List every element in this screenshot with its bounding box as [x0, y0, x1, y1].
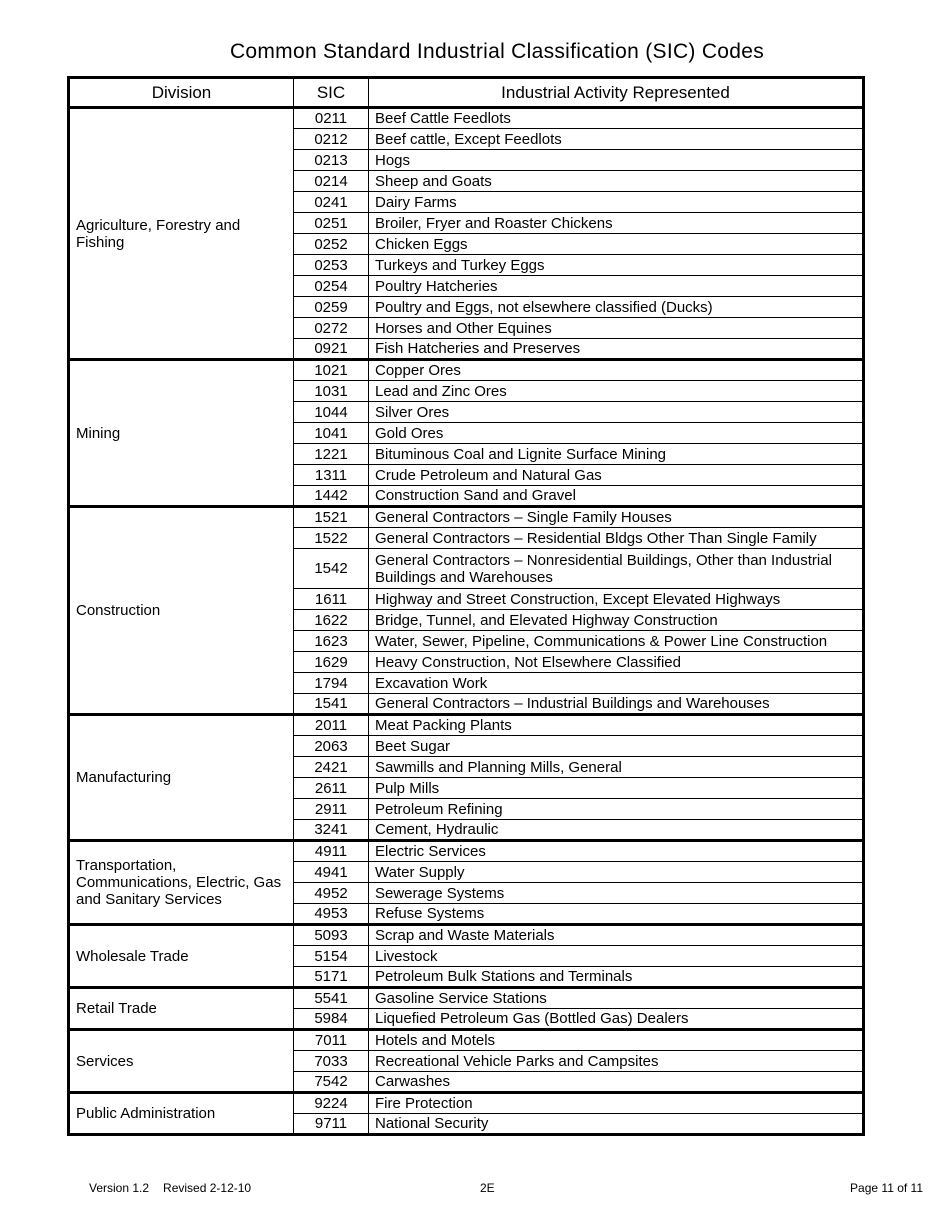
- activity-cell: Livestock: [369, 946, 864, 967]
- activity-cell: Beef Cattle Feedlots: [369, 108, 864, 129]
- table-row: [69, 988, 864, 1009]
- sic-code-cell: 0251: [294, 213, 369, 234]
- activity-cell: Broiler, Fryer and Roaster Chickens: [369, 213, 864, 234]
- activity-cell: Gasoline Service Stations: [369, 988, 864, 1009]
- sic-code-cell: 2611: [294, 778, 369, 799]
- sic-code-cell: 0214: [294, 171, 369, 192]
- activity-cell: Electric Services: [369, 841, 864, 862]
- activity-cell: Pulp Mills: [369, 778, 864, 799]
- division-header: Division: [69, 78, 294, 108]
- sic-code-cell: 0252: [294, 234, 369, 255]
- activity-cell: Copper Ores: [369, 360, 864, 381]
- division-cell: Construction: [69, 507, 294, 715]
- sic-code-cell: 5154: [294, 946, 369, 967]
- sic-code-cell: 1221: [294, 444, 369, 465]
- sic-code-cell: 1629: [294, 652, 369, 673]
- sic-code-cell: 0241: [294, 192, 369, 213]
- sic-header: SIC: [294, 78, 369, 108]
- sic-code-cell: 4953: [294, 904, 369, 925]
- activity-cell: Beef cattle, Except Feedlots: [369, 129, 864, 150]
- footer-form-code: 2E: [480, 1181, 495, 1195]
- sic-code-cell: 1541: [294, 694, 369, 715]
- activity-cell: Petroleum Bulk Stations and Terminals: [369, 967, 864, 988]
- division-cell: Manufacturing: [69, 715, 294, 841]
- activity-cell: General Contractors – Single Family Houses: [369, 507, 864, 528]
- division-cell: Retail Trade: [69, 988, 294, 1030]
- sic-code-cell: 1622: [294, 610, 369, 631]
- activity-cell: Carwashes: [369, 1072, 864, 1093]
- sic-code-cell: 1041: [294, 423, 369, 444]
- sic-code-cell: 1611: [294, 589, 369, 610]
- activity-cell: Horses and Other Equines: [369, 318, 864, 339]
- table-body: [69, 108, 864, 1135]
- activity-cell: National Security: [369, 1114, 864, 1135]
- activity-cell: Chicken Eggs: [369, 234, 864, 255]
- sic-code-cell: 3241: [294, 820, 369, 841]
- division-cell: Wholesale Trade: [69, 925, 294, 988]
- activity-cell: Poultry Hatcheries: [369, 276, 864, 297]
- sic-code-cell: 1794: [294, 673, 369, 694]
- activity-cell: General Contractors – Industrial Buildings and Warehouses: [369, 694, 864, 715]
- activity-cell: General Contractors – Nonresidential Buildings, Other than Industrial Buildings and Warehouses: [369, 549, 864, 589]
- sic-code-cell: 4911: [294, 841, 369, 862]
- version-label: Version 1.2: [89, 1181, 150, 1195]
- division-cell: Mining: [69, 360, 294, 507]
- sic-code-cell: 1031: [294, 381, 369, 402]
- activity-cell: Meat Packing Plants: [369, 715, 864, 736]
- footer-page-number: Page 11 of 11: [850, 1181, 923, 1195]
- activity-cell: Fish Hatcheries and Preserves: [369, 339, 864, 360]
- sic-code-cell: 1442: [294, 486, 369, 507]
- sic-code-cell: 2911: [294, 799, 369, 820]
- table-row: [69, 1093, 864, 1114]
- activity-cell: Recreational Vehicle Parks and Campsites: [369, 1051, 864, 1072]
- activity-cell: Sawmills and Planning Mills, General: [369, 757, 864, 778]
- activity-cell: Bridge, Tunnel, and Elevated Highway Construction: [369, 610, 864, 631]
- sic-code-cell: 2421: [294, 757, 369, 778]
- activity-cell: Refuse Systems: [369, 904, 864, 925]
- division-cell: Public Administration: [69, 1093, 294, 1135]
- sic-code-cell: 1311: [294, 465, 369, 486]
- activity-cell: Heavy Construction, Not Elsewhere Classified: [369, 652, 864, 673]
- division-cell: Services: [69, 1030, 294, 1093]
- activity-cell: Crude Petroleum and Natural Gas: [369, 465, 864, 486]
- activity-cell: Poultry and Eggs, not elsewhere classified (Ducks): [369, 297, 864, 318]
- sic-code-cell: 5984: [294, 1009, 369, 1030]
- sic-code-cell: 0272: [294, 318, 369, 339]
- sic-code-cell: 2011: [294, 715, 369, 736]
- activity-cell: Construction Sand and Gravel: [369, 486, 864, 507]
- activity-cell: Sewerage Systems: [369, 883, 864, 904]
- activity-cell: Dairy Farms: [369, 192, 864, 213]
- activity-cell: Hogs: [369, 150, 864, 171]
- activity-cell: Bituminous Coal and Lignite Surface Mining: [369, 444, 864, 465]
- sic-code-cell: 1623: [294, 631, 369, 652]
- footer-version-info: [89, 1181, 251, 1195]
- activity-cell: Turkeys and Turkey Eggs: [369, 255, 864, 276]
- activity-cell: Cement, Hydraulic: [369, 820, 864, 841]
- activity-cell: Gold Ores: [369, 423, 864, 444]
- activity-cell: Liquefied Petroleum Gas (Bottled Gas) Dealers: [369, 1009, 864, 1030]
- activity-cell: General Contractors – Residential Bldgs Other Than Single Family: [369, 528, 864, 549]
- sic-code-cell: 9224: [294, 1093, 369, 1114]
- activity-cell: Excavation Work: [369, 673, 864, 694]
- sic-code-cell: 0212: [294, 129, 369, 150]
- activity-cell: Beet Sugar: [369, 736, 864, 757]
- sic-code-cell: 0254: [294, 276, 369, 297]
- sic-code-cell: 0213: [294, 150, 369, 171]
- sic-code-cell: 1521: [294, 507, 369, 528]
- activity-cell: Silver Ores: [369, 402, 864, 423]
- table-row: [69, 507, 864, 528]
- activity-cell: Lead and Zinc Ores: [369, 381, 864, 402]
- activity-cell: Water Supply: [369, 862, 864, 883]
- table-row: [69, 1030, 864, 1051]
- table-header-row: [69, 78, 864, 108]
- sic-codes-table: [67, 76, 865, 1136]
- division-cell: Agriculture, Forestry and Fishing: [69, 108, 294, 360]
- page-title: Common Standard Industrial Classification (SIC) Codes: [229, 40, 765, 63]
- sic-code-cell: 1044: [294, 402, 369, 423]
- sic-code-cell: 5541: [294, 988, 369, 1009]
- sic-code-cell: 4952: [294, 883, 369, 904]
- division-cell: Transportation, Communications, Electric, Gas and Sanitary Services: [69, 841, 294, 925]
- sic-code-cell: 9711: [294, 1114, 369, 1135]
- revised-label: Revised 2-12-10: [163, 1181, 252, 1195]
- activity-cell: Petroleum Refining: [369, 799, 864, 820]
- sic-code-cell: 0921: [294, 339, 369, 360]
- table-row: [69, 360, 864, 381]
- activity-cell: Water, Sewer, Pipeline, Communications & Power Line Construction: [369, 631, 864, 652]
- sic-code-cell: 0211: [294, 108, 369, 129]
- table-row: [69, 108, 864, 129]
- sic-code-cell: 1021: [294, 360, 369, 381]
- sic-code-cell: 0253: [294, 255, 369, 276]
- activity-cell: Sheep and Goats: [369, 171, 864, 192]
- table-row: [69, 841, 864, 862]
- table-row: [69, 925, 864, 946]
- sic-code-cell: 5093: [294, 925, 369, 946]
- table-row: [69, 715, 864, 736]
- sic-code-cell: 0259: [294, 297, 369, 318]
- sic-code-cell: 7011: [294, 1030, 369, 1051]
- activity-cell: Scrap and Waste Materials: [369, 925, 864, 946]
- sic-code-cell: 7033: [294, 1051, 369, 1072]
- activity-header: Industrial Activity Represented: [369, 78, 864, 108]
- sic-code-cell: 1542: [294, 549, 369, 589]
- activity-cell: Fire Protection: [369, 1093, 864, 1114]
- sic-code-cell: 1522: [294, 528, 369, 549]
- sic-code-cell: 2063: [294, 736, 369, 757]
- sic-code-cell: 7542: [294, 1072, 369, 1093]
- sic-code-cell: 4941: [294, 862, 369, 883]
- activity-cell: Highway and Street Construction, Except Elevated Highways: [369, 589, 864, 610]
- activity-cell: Hotels and Motels: [369, 1030, 864, 1051]
- sic-code-cell: 5171: [294, 967, 369, 988]
